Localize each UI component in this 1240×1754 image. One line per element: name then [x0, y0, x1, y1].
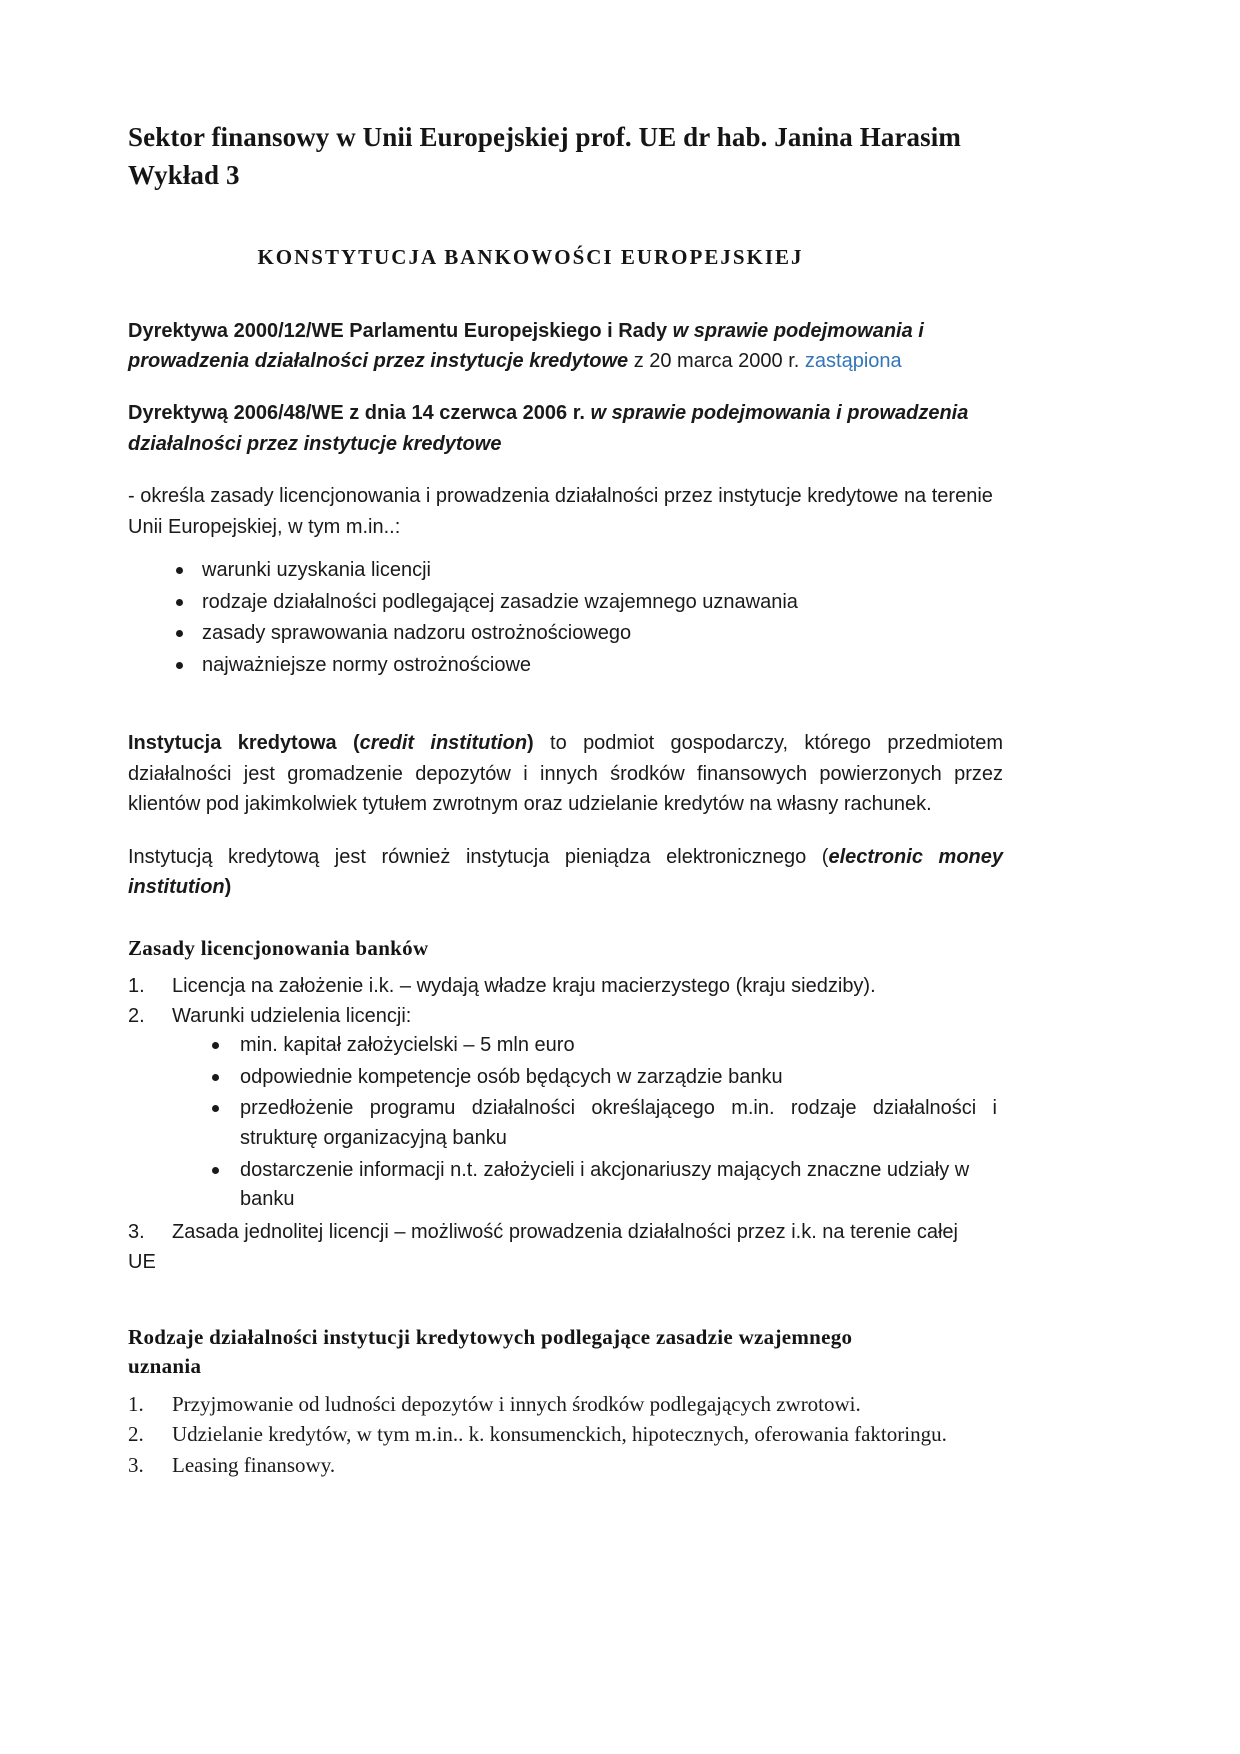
- credit-institution-definition: [128, 728, 1003, 819]
- list-item-label: zasady sprawowania nadzoru ostrożnościowego: [202, 622, 632, 645]
- list-item-label: Licencja na założenie i.k. – wydają władze kraju macierzystego (kraju siedziby).: [172, 975, 876, 998]
- activities-heading-line-2: uznania: [128, 1353, 202, 1378]
- spacer: [128, 902, 1003, 934]
- list-item: [206, 1031, 1003, 1061]
- list-item-number: 1.: [128, 975, 145, 998]
- list-item-label: warunki uzyskania licencji: [202, 559, 431, 581]
- list-item-label: Udzielanie kredytów, w tym m.in.. k. konsumenckich, hipotecznych, oferowania faktoringu.: [172, 1422, 947, 1447]
- list-item-label: Warunki udzielenia licencji:: [172, 1005, 412, 1028]
- list-item-label: min. kapitał założycielski – 5 mln euro: [240, 1034, 575, 1057]
- list-item: [206, 1156, 1003, 1215]
- spacer: [128, 270, 1003, 316]
- activities-heading-line-1: Rodzaje działalności instytucji kredytowych podlegające zasadzie wzajemnego: [128, 1324, 853, 1349]
- list-item-label: przedłożenie programu działalności określającego m.in. rodzaje działalności i strukturę organizacyjną banku: [240, 1097, 997, 1150]
- list-item: [170, 619, 1003, 649]
- licensing-rules-heading: Zasady licencjonowania banków: [128, 936, 429, 961]
- section-heading: KONSTYTUCJA BANKOWOŚCI EUROPEJSKIEJ: [257, 244, 804, 269]
- list-item-label: Zasada jednolitej licencji – możliwość prowadzenia działalności przez i.k. na terenie całej: [172, 1220, 958, 1243]
- emoney-lead: Instytucją kredytową jest również instytucja pieniądza elektronicznego (: [128, 845, 829, 868]
- emoney-close: ): [224, 875, 232, 898]
- spacer: [128, 682, 1003, 728]
- activities-heading: [128, 1323, 1003, 1381]
- list-item-label: Leasing finansowy.: [172, 1453, 336, 1478]
- electronic-money-paragraph: [128, 842, 1003, 903]
- document-content: [128, 118, 1003, 1481]
- activities-numbered-list: [128, 1389, 1003, 1481]
- document-title-line-2: Wykład 3: [128, 160, 240, 191]
- bullet-dot-icon: [176, 599, 183, 606]
- list-item: [206, 1094, 1003, 1153]
- scope-bullet-list: [170, 556, 1003, 680]
- directive1-bold-italic: w sprawie podejmowania i prowadzenia działalności przez instytucje kredytowe: [128, 319, 924, 373]
- definition-body: to podmiot gospodarczy, którego przedmiotem działalności jest gromadzenie depozytów i innych środków finansowych powierzonych przez klientów pod jakimkolwiek tytułem zwrotnym oraz udzielanie kredytów na własny rachunek.: [128, 732, 1003, 816]
- spacer: [128, 542, 1003, 556]
- licensing-numbered-list: [128, 971, 1003, 1031]
- list-item: [170, 651, 1003, 681]
- list-item: [170, 588, 1003, 618]
- bullet-dot-icon: [176, 662, 183, 669]
- bullet-dot-icon: [212, 1042, 219, 1049]
- list-item-number: 3.: [128, 1453, 144, 1478]
- list-item-label: odpowiednie kompetencje osób będących w zarządzie banku: [240, 1065, 783, 1088]
- spacer: [128, 820, 1003, 842]
- spacer: [128, 459, 1003, 481]
- list-item: [206, 1063, 1003, 1093]
- definition-bold-term: Instytucja kredytowa (: [128, 732, 360, 755]
- list-item: [128, 1450, 1003, 1481]
- list-item-label: najważniejsze normy ostrożnościowe: [202, 653, 532, 676]
- directive1-accent-word: zastąpiona: [804, 350, 902, 373]
- bullet-dot-icon: [212, 1105, 219, 1112]
- bullet-dot-icon: [212, 1074, 219, 1081]
- directive-2000-12-we-paragraph: [128, 316, 1003, 377]
- directive1-bold-prefix: Dyrektywa 2000/12/WE Parlamentu Europejskiego i Rady: [128, 319, 673, 342]
- bullet-dot-icon: [176, 630, 183, 637]
- spacer: [128, 1277, 1003, 1323]
- list-item: [128, 1389, 1003, 1420]
- licensing-item-3-continuation: UE: [128, 1250, 156, 1273]
- list-item-number: 2.: [128, 1422, 144, 1447]
- document-title: [128, 118, 1003, 195]
- definition-bold-italic-term: credit institution: [359, 732, 528, 755]
- list-item: [128, 971, 1003, 1001]
- definition-bold-close: ): [527, 732, 534, 755]
- emoney-bold-italic: electronic money institution: [128, 845, 1003, 898]
- document-title-line-1: Sektor finansowy w Unii Europejskiej prof. UE dr hab. Janina Harasim: [128, 122, 961, 152]
- list-item-label: Przyjmowanie od ludności depozytów i innych środków podlegających zwrotowi.: [172, 1391, 861, 1416]
- directive1-plain-tail: z 20 marca 2000 r.: [628, 350, 805, 373]
- list-item-number: 2.: [128, 1005, 145, 1028]
- spacer: [128, 376, 1003, 398]
- licensing-conditions-list: [206, 1031, 1003, 1215]
- directive2-bold-italic: w sprawie podejmowania i prowadzenia działalności przez instytucje kredytowe: [128, 402, 969, 455]
- list-item-label: rodzaje działalności podlegającej zasadzie wzajemnego uznawania: [202, 590, 798, 613]
- list-item: [170, 556, 1003, 586]
- bullet-dot-icon: [176, 567, 183, 574]
- directive-2006-48-we-paragraph: [128, 398, 1003, 459]
- list-item-label: dostarczenie informacji n.t. założycieli i akcjonariuszy mających znaczne udziały w banku: [240, 1158, 970, 1211]
- spacer: [128, 1381, 1003, 1389]
- list-item-number: 3.: [128, 1220, 145, 1243]
- list-item: [128, 1217, 1003, 1247]
- licensing-item-3: [128, 1217, 1003, 1247]
- spacer: [128, 963, 1003, 971]
- list-item: [128, 1419, 1003, 1450]
- list-item: [128, 1001, 1003, 1031]
- list-item-number: 1.: [128, 1391, 144, 1416]
- bullet-dot-icon: [212, 1167, 219, 1174]
- directive2-bold-prefix: Dyrektywą 2006/48/WE z dnia 14 czerwca 2006 r.: [128, 402, 591, 425]
- scope-intro-paragraph: - określa zasady licencjonowania i prowadzenia działalności przez instytucje kredytowe na terenie Unii Europejskiej, w tym m.in..:: [128, 485, 993, 538]
